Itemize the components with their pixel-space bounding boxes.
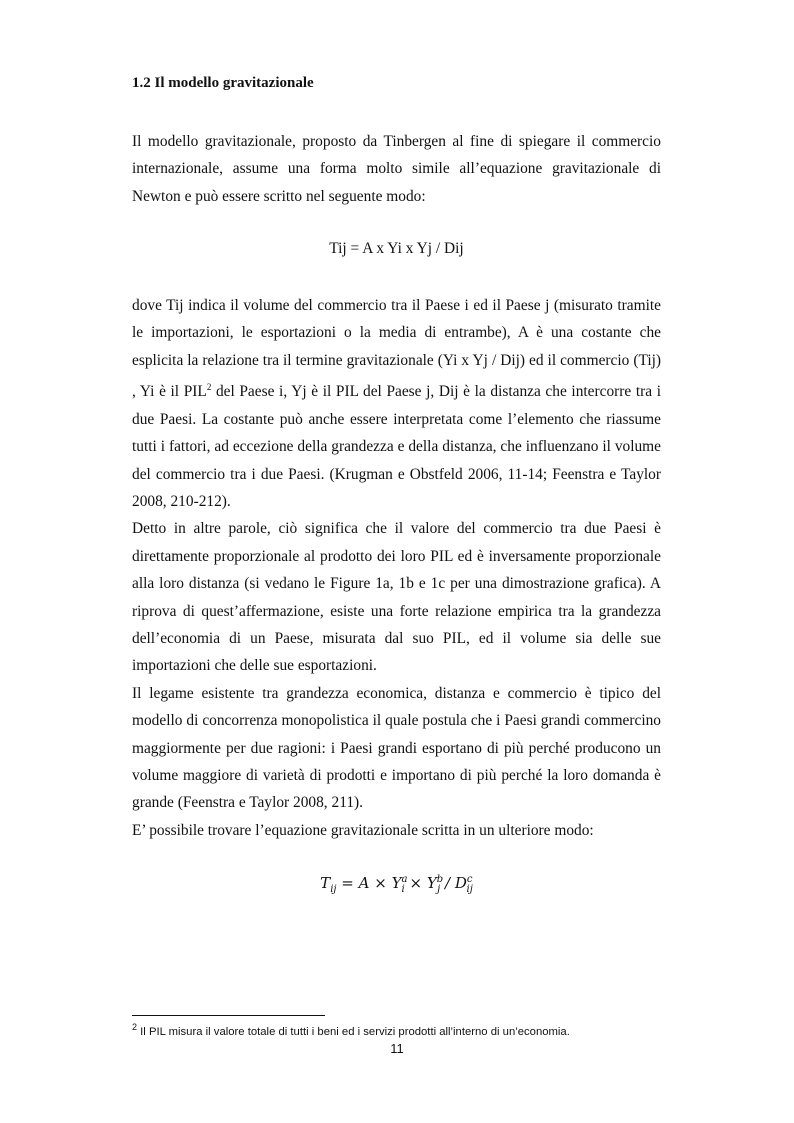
footnote-divider [132,1015,325,1016]
formula-D: D [454,874,467,892]
paragraph-alternative: E’ possibile trovare l’equazione gravitazionale scritta in un ulteriore modo: [132,821,594,839]
footnote-text: Il PIL misura il valore totale di tutti i beni ed i servizi prodotti all’interno di un’economia. [137,1025,570,1038]
paragraph-definitions [132,292,661,515]
formula-T: T [320,874,331,892]
footnote [132,1022,570,1038]
gravity-formula: Tij = A x Yi x Yj / Dij [329,240,464,257]
formula-T-sub: ij [330,884,337,895]
body-paragraphs [132,292,661,844]
formula-Yj-sup: b [436,874,444,885]
footnote-ref: 2 [206,382,212,393]
formula-times-2: × [409,874,423,892]
page-number: 11 [390,1041,404,1056]
formula-A: A [358,874,370,892]
section-heading: 1.2 Il modello gravitazionale [132,75,314,91]
formula-Yj: Y [426,874,437,892]
paragraph-definitions-text-a: dove Tij indica il volume del commercio tra il Paese i ed il Paese j (misurato tramite le importazioni, le esportazioni o la media di entrambe), A è una costante che esplicita la relazione tra il termine gravitazionale (Yi x Yj / Dij) ed il commercio (Tij) , Yi è il PIL [132,297,661,401]
formula-Yi: Y [391,874,402,892]
formula-Yi-sup: a [401,874,408,885]
formula-Yj-sub: j [437,884,441,895]
formula-D-sub: ij [466,884,473,895]
paragraph-definitions-text-b: del Paese i, Yj è il PIL del Paese j, Dij è la distanza che intercorre tra i due Paesi. La costante può anche essere interpretata come l’elemento che riassume tutti i fattori, ad eccezione della grandezza e della distanza, che influenzano il volume del commercio tra i due Paesi. (Krugman e Obstfeld 2006, 11-14; Feenstra e Taylor 2008, 210-212). [132,383,661,510]
paragraph-monopolistic: Il legame esistente tra grandezza economica, distanza e commercio è tipico del modello di concorrenza monopolistica il quale postula che i Paesi grandi commercino maggiormente per due ragioni: i Paesi grandi esportano di più perché producono un volume maggiore di varietà di prodotti e importano di più perché la loro domanda è grande (Feenstra e Taylor 2008, 211). [132,684,661,812]
footnote-number: 2 [132,1022,138,1032]
paragraph-explanation: Detto in altre parole, ciò significa che il valore del commercio tra due Paesi è direttamente proporzionale al prodotto dei loro PIL ed è inversamente proporzionale alla loro distanza (si vedano le Figure 1a, 1b e 1c per una dimostrazione grafica). A riprova di quest’affermazione, esiste una forte relazione empirica tra la grandezza dell’economia di un Paese, misurata dal suo PIL, ed il volume sia delle sue importazioni che delle sue esportazioni. [132,520,661,675]
formula-Yi-sub: i [401,884,405,895]
formula-slash: / [445,874,451,892]
paragraph-intro: Il modello gravitazionale, proposto da Tinbergen al fine di spiegare il commercio internazionale, assume una forma molto simile all’equazione gravitazionale di Newton e può essere scritto nel seguente modo: [132,133,661,205]
gravity-formula-exponents: $T_{ij} = A \times Y^a_i \times Y^b_j / D^c_{ij}$ [320,874,473,895]
formula-D-sup: c [466,874,473,885]
formula-times-1: × [374,874,387,892]
